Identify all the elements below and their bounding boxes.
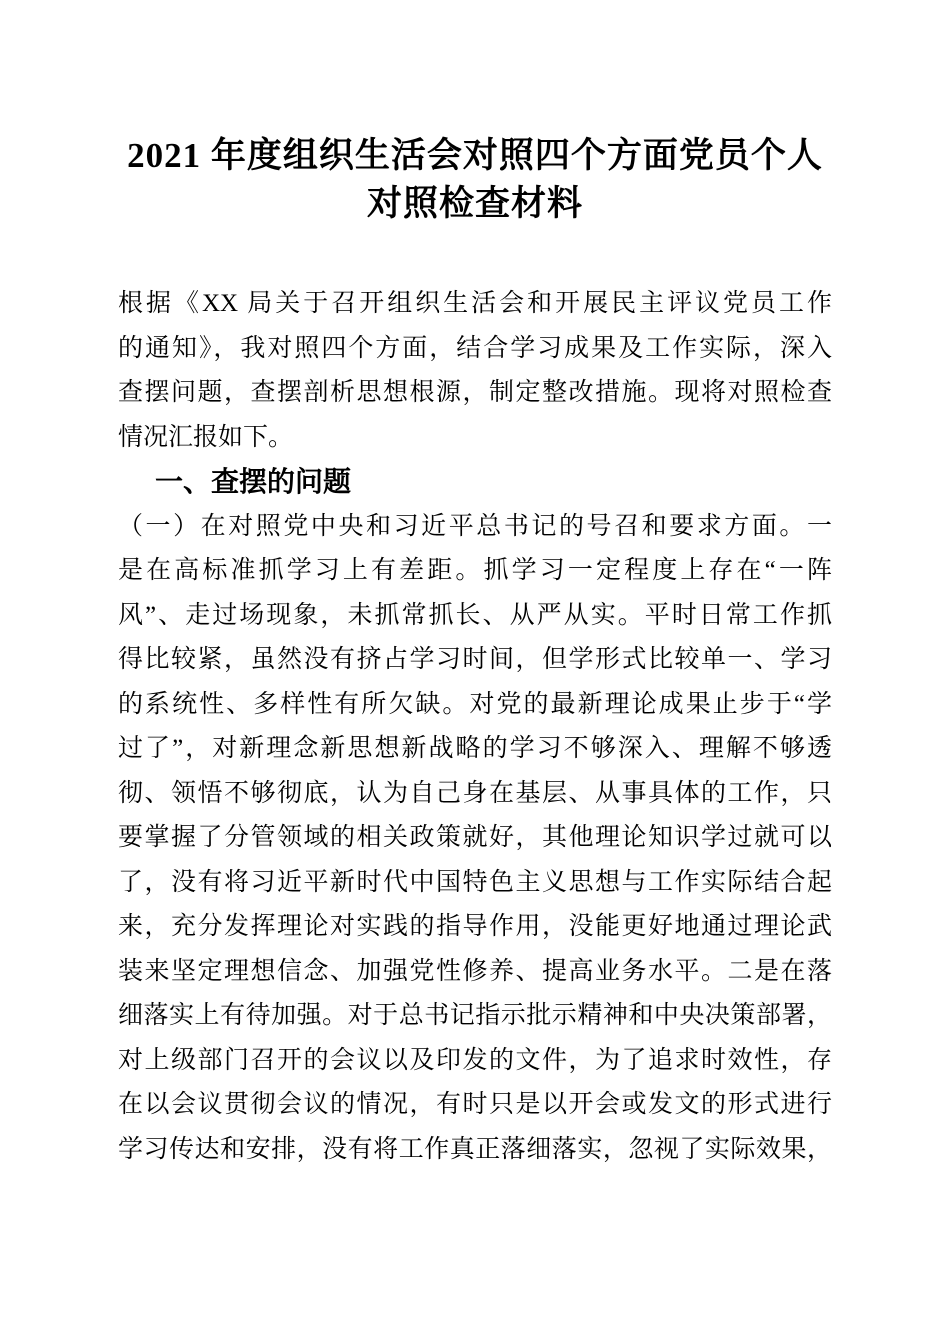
document-content [118,0,832,1172]
text-line: 的通知》，我对照四个方面，结合学习成果及工作实际，深入 [118,334,832,362]
section-1-paragraph [118,505,832,1173]
text-line: 对上级部门召开的会议以及印发的文件，为了追求时效性，存 [118,1046,832,1074]
text-line: 来，充分发挥理论对实践的指导作用，没能更好地通过理论武 [118,913,832,940]
section-1-heading: 一、查摆的问题 [155,466,352,497]
text-line: （一）在对照党中央和习近平总书记的号召和要求方面。一 [118,512,832,540]
document-title-line-1: 2021 年度组织生活会对照四个方面党员个人 [127,136,823,175]
text-line: 细落实上有待加强。对于总书记指示批示精神和中央决策部署， [118,1002,832,1029]
text-line: 根据《XX 局关于召开组织生活会和开展民主评议党员工作 [118,290,832,317]
text-line: 在以会议贯彻会议的情况，有时只是以开会或发文的形式进行 [118,1091,832,1118]
text-line: 的系统性、多样性有所欠缺。对党的最新理论成果止步于“学 [118,690,832,718]
intro-paragraph [118,282,832,460]
text-line: 情况汇报如下。 [118,423,294,451]
text-line: 风”、走过场现象，未抓常抓长、从严从实。平时日常工作抓 [118,601,832,629]
text-line: 得比较紧，虽然没有挤占学习时间，但学形式比较单一、学习 [118,646,832,673]
text-line: 查摆问题，查摆剖析思想根源，制定整改措施。现将对照检查 [118,379,832,406]
document-title [118,132,832,228]
text-line: 是在高标准抓学习上有差距。抓学习一定程度上存在“一阵 [118,557,832,584]
text-line: 要掌握了分管领域的相关政策就好，其他理论知识学过就可以 [118,824,832,851]
text-line: 学习传达和安排，没有将工作真正落细落实，忽视了实际效果， [118,1135,832,1163]
document-title-line-2: 对照检查材料 [366,184,583,223]
text-line: 彻、领悟不够彻底，认为自己身在基层、从事具体的工作，只 [118,779,832,807]
text-line: 了，没有将习近平新时代中国特色主义思想与工作实际结合起 [118,868,832,896]
text-line: 装来坚定理想信念、加强党性修养、提高业务水平。二是在落 [118,957,832,985]
text-line: 过了”，对新理念新思想新战略的学习不够深入、理解不够透 [118,735,832,762]
